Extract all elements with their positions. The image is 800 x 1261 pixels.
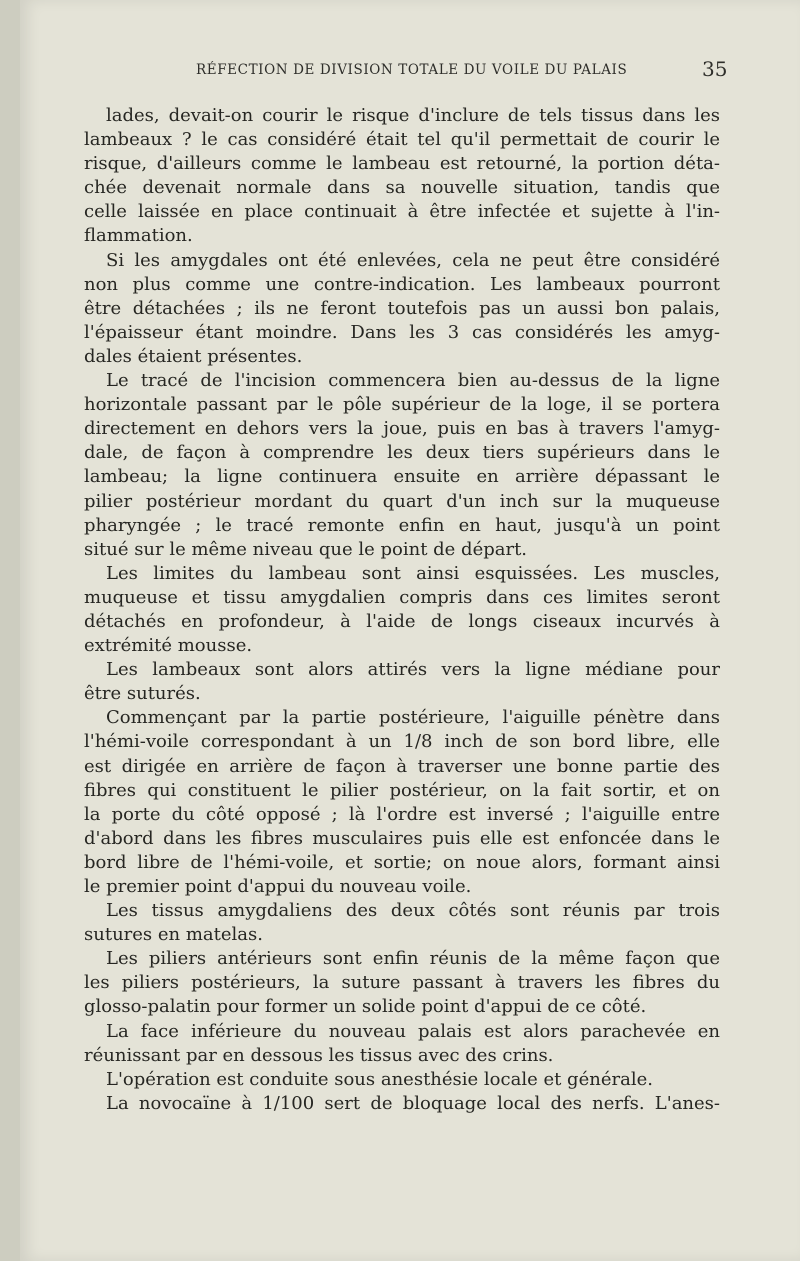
text-line: flammation.	[84, 225, 193, 247]
text-line: lades, devait-on courir le risque d'inclure de tels tissus dans les	[106, 105, 720, 126]
text-line: Les piliers antérieurs sont enfin réunis de la même façon que	[106, 948, 720, 970]
text-line: Si les amygdales ont été enlevées, cela ne peut être considéré	[106, 249, 720, 271]
text-line: La face inférieure du nouveau palais est alors parachevée en	[106, 1020, 720, 1042]
text-line: réunissant par en dessous les tissus avec des crins.	[84, 1044, 554, 1066]
text-line: bord libre de l'hémi-voile, et sortie; on noue alors, formant ainsi	[84, 851, 720, 873]
paragraph	[84, 706, 720, 899]
text-line: lambeau; la ligne continuera ensuite en arrière dépassant le	[84, 466, 720, 488]
text-line: sutures en matelas.	[84, 924, 263, 946]
text-line: lambeaux ? le cas considéré était tel qu'il permettait de courir le	[84, 129, 720, 151]
text-line: Commençant par la partie postérieure, l'aiguille pénètre dans	[106, 707, 720, 729]
text-line: directement en dehors vers la joue, puis en bas à travers l'amyg-	[84, 418, 720, 440]
paragraph	[84, 1068, 720, 1092]
text-line: chée devenait normale dans sa nouvelle situation, tandis que	[84, 177, 720, 199]
text-line: Les lambeaux sont alors attirés vers la ligne médiane pour	[106, 659, 720, 681]
text-line: horizontale passant par le pôle supérieur de la loge, il se portera	[84, 394, 720, 416]
text-line: pilier postérieur mordant du quart d'un inch sur la muqueuse	[84, 490, 720, 512]
text-line: La novocaïne à 1/100 sert de bloquage local des nerfs. L'anes-	[106, 1092, 720, 1114]
paragraph	[84, 1020, 720, 1068]
body-text	[84, 104, 720, 1116]
text-line: le premier point d'appui du nouveau voile.	[84, 876, 472, 897]
text-line: glosso-palatin pour former un solide point d'appui de ce côté.	[84, 996, 647, 1018]
paragraph	[84, 899, 720, 947]
text-line: fibres qui constituent le pilier postérieur, on la fait sortir, et on	[84, 779, 720, 801]
text-line: être détachées ; ils ne feront toutefois pas un aussi bon palais,	[84, 297, 720, 319]
text-line: L'opération est conduite sous anesthésie locale et générale.	[106, 1068, 653, 1090]
text-line: les piliers postérieurs, la suture passant à travers les fibres du	[84, 972, 720, 994]
text-line: extrémité mousse.	[84, 635, 253, 657]
text-line: celle laissée en place continuait à être infectée et sujette à l'in-	[84, 201, 720, 223]
running-title: RÉFECTION DE DIVISION TOTALE DU VOILE DU PALAIS	[196, 62, 628, 78]
text-line: dale, de façon à comprendre les deux tiers supérieurs dans le	[84, 442, 720, 464]
text-line: être suturés.	[84, 683, 201, 705]
paragraph	[84, 658, 720, 706]
book-page	[20, 0, 800, 1261]
text-line: l'hémi-voile correspondant à un 1/8 inch de son bord libre, elle	[84, 731, 720, 753]
page-number: 35	[702, 57, 728, 81]
text-line: Le tracé de l'incision commencera bien au-dessus de la ligne	[106, 370, 720, 392]
text-line: d'abord dans les fibres musculaires puis elle est enfoncée dans le	[84, 827, 720, 849]
text-line: l'épaisseur étant moindre. Dans les 3 cas considérés les amyg-	[84, 321, 720, 343]
text-line: non plus comme une contre-indication. Les lambeaux pourront	[84, 273, 720, 295]
text-line: Les limites du lambeau sont ainsi esquissées. Les muscles,	[106, 562, 720, 584]
paragraph	[84, 562, 720, 658]
text-line: muqueuse et tissu amygdalien compris dans ces limites seront	[84, 586, 720, 608]
text-line: risque, d'ailleurs comme le lambeau est retourné, la portion déta-	[84, 153, 720, 175]
text-line: dales étaient présentes.	[84, 345, 303, 367]
text-line: situé sur le même niveau que le point de départ.	[84, 538, 528, 560]
paragraph	[84, 1092, 720, 1116]
text-line: Les tissus amygdaliens des deux côtés sont réunis par trois	[106, 900, 720, 922]
text-line: pharyngée ; le tracé remonte enfin en haut, jusqu'à un point	[84, 514, 720, 536]
paragraph	[84, 249, 720, 369]
paragraph	[84, 369, 720, 562]
text-line: la porte du côté opposé ; là l'ordre est inversé ; l'aiguille entre	[84, 803, 720, 825]
text-line: est dirigée en arrière de façon à traverser une bonne partie des	[84, 755, 720, 777]
paragraph	[84, 947, 720, 1019]
text-line: détachés en profondeur, à l'aide de longs ciseaux incurvés à	[84, 610, 720, 632]
paragraph	[84, 104, 720, 249]
